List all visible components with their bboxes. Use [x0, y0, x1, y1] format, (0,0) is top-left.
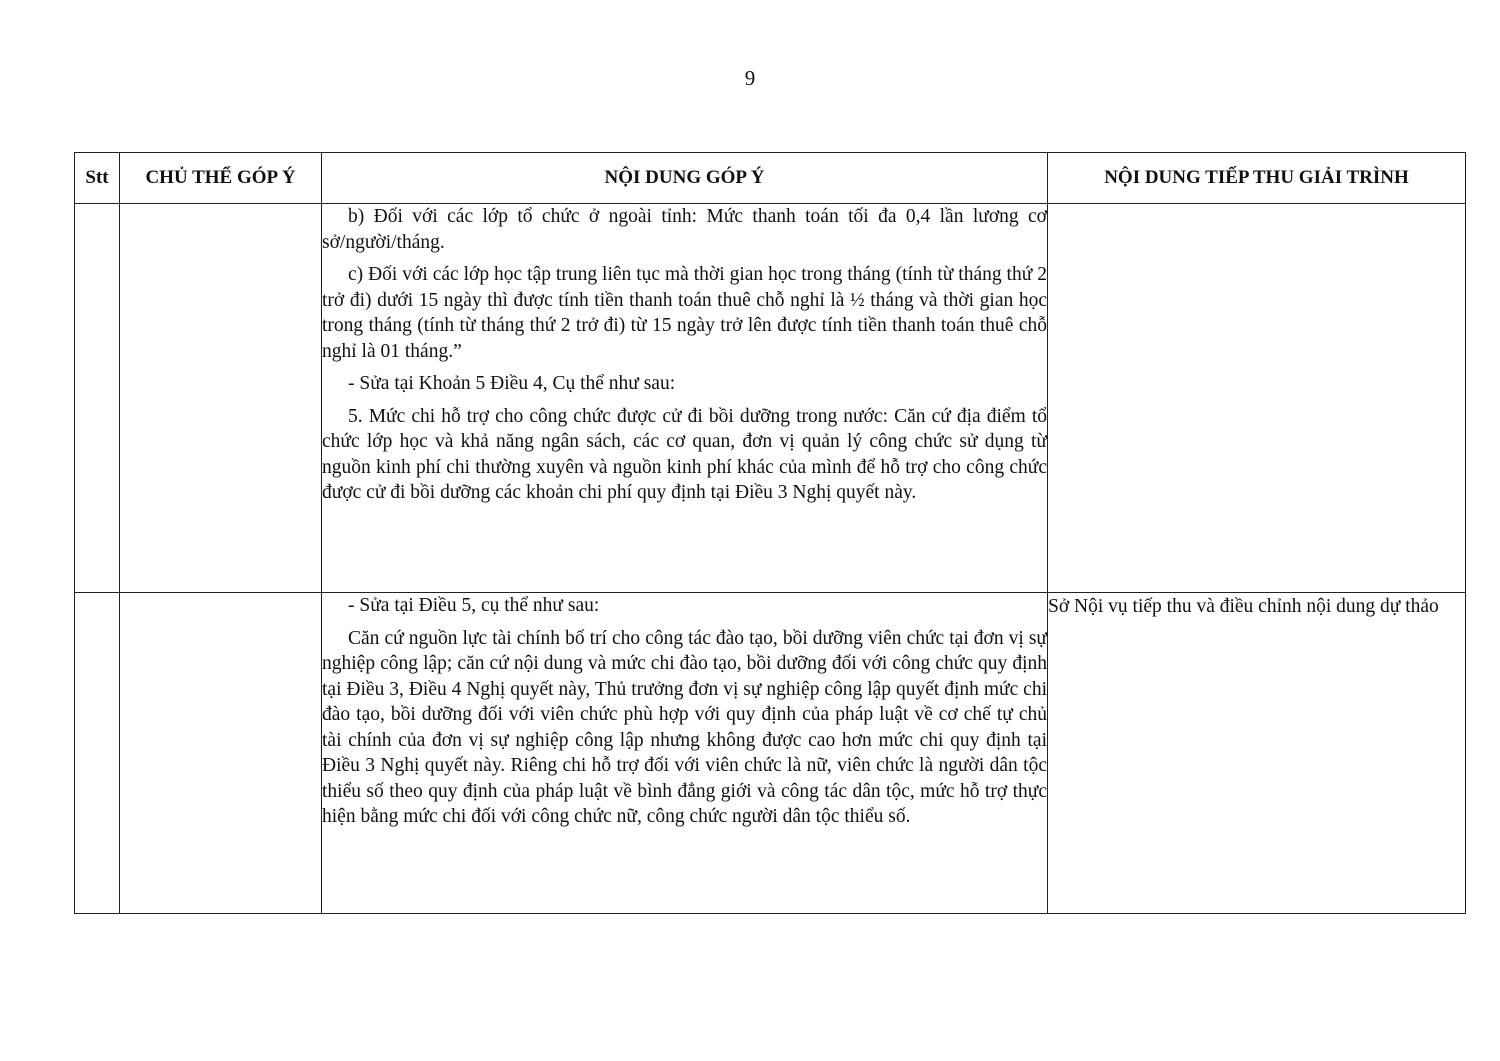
- header-response: NỘI DUNG TIẾP THU GIẢI TRÌNH: [1048, 153, 1466, 204]
- content-paragraph: c) Đối với các lớp học tập trung liên tục mà thời gian học trong tháng (tính từ tháng thứ 2 trở đi) dưới 15 ngày thì được tính tiền thanh toán thuê chỗ nghỉ là ½ tháng và thời gian học trong tháng (tính từ tháng thứ 2 trở đi) từ 15 ngày trở lên được tính tiền thanh toán thuê chỗ nghỉ là 01 tháng.”: [322, 264, 1047, 362]
- stt-cell: [75, 593, 120, 914]
- content-paragraph: - Sửa tại Điều 5, cụ thể như sau:: [348, 595, 600, 616]
- page-number: 9: [744, 66, 756, 90]
- response-cell: Sở Nội vụ tiếp thu và điều chỉnh nội dung dự thảo: [1048, 593, 1466, 914]
- table-row: [75, 204, 1466, 593]
- content-paragraph: 5. Mức chi hỗ trợ cho công chức được cử đi bồi dưỡng trong nước: Căn cứ địa điểm tổ chức lớp học và khả năng ngân sách, các cơ quan, đơn vị quản lý công chức sử dụng từ nguồn kinh phí chi thường xuyên và nguồn kinh phí khác của mình để hỗ trợ cho công chức được cử đi bồi dưỡng các khoản chi phí quy định tại Điều 3 Nghị quyết này.: [322, 405, 1047, 503]
- content-paragraph: - Sửa tại Khoản 5 Điều 4, Cụ thể như sau:: [348, 373, 676, 394]
- table-row: [75, 593, 1466, 914]
- content-cell: [322, 593, 1048, 914]
- content-cell: [322, 204, 1048, 593]
- header-content: NỘI DUNG GÓP Ý: [322, 153, 1048, 204]
- header-stt: Stt: [75, 153, 120, 204]
- subject-cell: [120, 204, 322, 593]
- response-cell: [1048, 204, 1466, 593]
- review-table: [74, 152, 1466, 914]
- subject-cell: [120, 593, 322, 914]
- stt-cell: [75, 204, 120, 593]
- content-paragraph: b) Đối với các lớp tổ chức ở ngoài tỉnh: Mức thanh toán tối đa 0,4 lần lương cơ sở/người/tháng.: [322, 206, 1047, 253]
- content-paragraph: Căn cứ nguồn lực tài chính bố trí cho công tác đào tạo, bồi dưỡng viên chức tại đơn vị sự nghiệp công lập; căn cứ nội dung và mức chi đào tạo, bồi dưỡng đối với công chức quy định tại Điều 3, Điều 4 Nghị quyết này, Thủ trưởng đơn vị sự nghiệp công lập quyết định mức chi đào tạo, bồi dưỡng đối với viên chức phù hợp với quy định của pháp luật về cơ chế tự chủ tài chính của đơn vị sự nghiệp công lập nhưng không được cao hơn mức chi quy định tại Điều 3 Nghị quyết này. Riêng chi hỗ trợ đối với viên chức là nữ, viên chức là người dân tộc thiểu số theo quy định của pháp luật về bình đẳng giới và công tác dân tộc, mức hỗ trợ thực hiện bằng mức chi đối với công chức nữ, công chức người dân tộc thiểu số.: [322, 627, 1047, 827]
- table-header-row: [75, 153, 1466, 204]
- header-subject: CHỦ THỂ GÓP Ý: [120, 153, 322, 204]
